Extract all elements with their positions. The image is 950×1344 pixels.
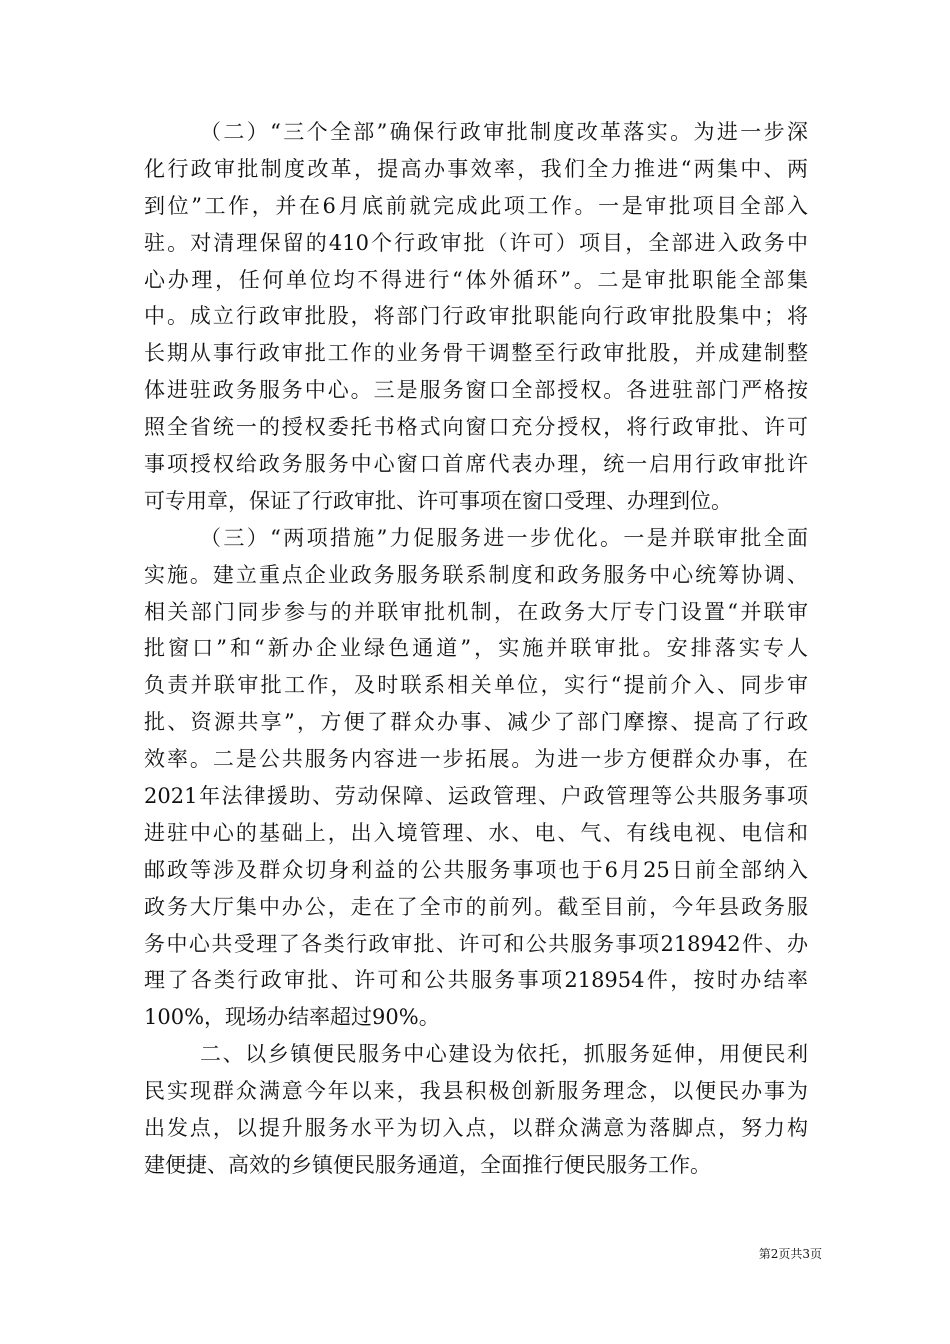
text-line: 长期从事行政审批工作的业务骨干调整至行政审批股，并成建制整 [144, 341, 808, 366]
text-line: 中。成立行政审批股，将部门行政审批职能向行政审批股集中；将 [144, 304, 808, 329]
text-line: 到位”工作，并在6月底前就完成此项工作。一是审批项目全部入 [144, 193, 808, 218]
text-line: 批、资源共享”，方便了群众办事、减少了部门摩擦、提高了行政 [144, 710, 808, 735]
text-line: 进驻中心的基础上，出入境管理、水、电、气、有线电视、电信和 [144, 820, 808, 845]
text-line: 二、以乡镇便民服务中心建设为依托，抓服务延伸，用便民利 [200, 1042, 808, 1067]
text-line: （三）“两项措施”力促服务进一步优化。一是并联审批全面 [200, 525, 808, 550]
text-line: 效率。二是公共服务内容进一步拓展。为进一步方便群众办事，在 [144, 747, 808, 772]
document-body [144, 114, 808, 1184]
text-line: 2021年法律援助、劳动保障、运政管理、户政管理等公共服务事项 [144, 784, 808, 809]
text-line: 理了各类行政审批、许可和公共服务事项218954件，按时办结率 [144, 968, 808, 993]
text-line: 务中心共受理了各类行政审批、许可和公共服务事项218942件、办 [144, 931, 808, 956]
text-line: 邮政等涉及群众切身利益的公共服务事项也于6月25日前全部纳入 [144, 857, 808, 882]
text-line: 相关部门同步参与的并联审批机制，在政务大厅专门设置“并联审 [144, 599, 808, 624]
text-line: 化行政审批制度改革，提高办事效率，我们全力推进“两集中、两 [144, 156, 808, 181]
text-line: 出发点，以提升服务水平为切入点，以群众满意为落脚点，努力构 [144, 1116, 808, 1141]
page-footer: 第2页共3页 [758, 1247, 822, 1261]
text-line: 驻。对清理保留的410个行政审批（许可）项目，全部进入政务中 [144, 230, 808, 255]
text-line: 可专用章，保证了行政审批、许可事项在窗口受理、办理到位。 [144, 488, 732, 513]
text-line: 事项授权给政务服务中心窗口首席代表办理，统一启用行政审批许 [144, 452, 808, 477]
text-line: 负责并联审批工作，及时联系相关单位，实行“提前介入、同步审 [144, 673, 808, 698]
text-line: （二）“三个全部”确保行政审批制度改革落实。为进一步深 [200, 120, 808, 144]
paragraph [144, 114, 808, 520]
text-line: 民实现群众满意今年以来，我县积极创新服务理念，以便民办事为 [144, 1079, 808, 1104]
paragraph [144, 1036, 808, 1184]
paragraph [144, 520, 808, 1036]
text-line: 批窗口”和“新办企业绿色通道”，实施并联审批。安排落实专人 [144, 636, 808, 661]
text-line: 实施。建立重点企业政务服务联系制度和政务服务中心统筹协调、 [144, 562, 808, 587]
text-line: 心办理，任何单位均不得进行“体外循环”。二是审批职能全部集 [144, 267, 808, 292]
text-line: 体进驻政务服务中心。三是服务窗口全部授权。各进驻部门严格按 [144, 378, 808, 403]
text-line: 建便捷、高效的乡镇便民服务通道，全面推行便民服务工作。 [144, 1152, 711, 1177]
text-line: 100%，现场办结率超过90%。 [144, 1005, 440, 1030]
text-line: 政务大厅集中办公，走在了全市的前列。截至目前，今年县政务服 [144, 894, 808, 919]
text-line: 照全省统一的授权委托书格式向窗口充分授权，将行政审批、许可 [144, 415, 808, 440]
